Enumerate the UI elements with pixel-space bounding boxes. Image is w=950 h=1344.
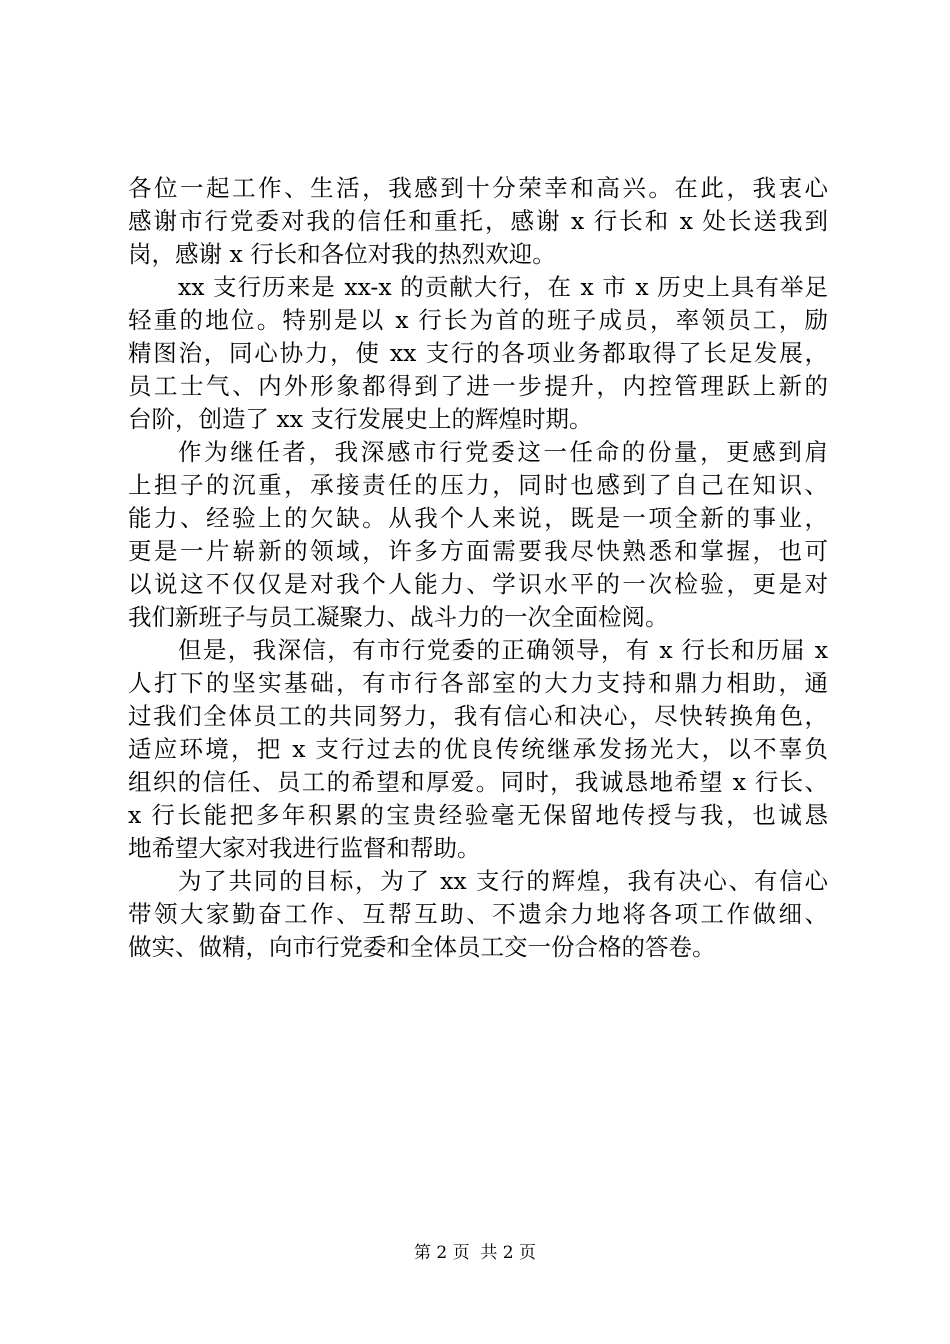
page-number-footer: 第 2 页 共 2 页 (413, 1243, 537, 1263)
text-line: 上担子的沉重，承接责任的压力，同时也感到了自己在知识、 (128, 471, 828, 499)
paragraph (128, 172, 828, 271)
text-line: 员工士气、内外形象都得到了进一步提升，内控管理跃上新的 (128, 372, 828, 400)
text-line: 地希望大家对我进行监督和帮助。 (128, 834, 481, 862)
text-line: 感谢市行党委对我的信任和重托，感谢 x 行长和 x 处长送我到 (128, 207, 828, 235)
text-line: 过我们全体员工的共同努力，我有信心和决心，尽快转换角色， (128, 702, 828, 730)
text-line: 带领大家勤奋工作、互帮互助、不遗余力地将各项工作做细、 (128, 900, 828, 928)
text-line: 人打下的坚实基础，有市行各部室的大力支持和鼎力相助，通 (128, 669, 828, 697)
paragraph (128, 634, 828, 865)
text-line: 以说这不仅仅是对我个人能力、学识水平的一次检验，更是对 (128, 570, 828, 598)
text-line: 轻重的地位。特别是以 x 行长为首的班子成员，率领员工，励 (128, 306, 828, 334)
text-line: 做实、做精，向市行党委和全体员工交一份合格的答卷。 (128, 933, 716, 961)
document-body (128, 172, 828, 964)
text-line: 岗，感谢 x 行长和各位对我的热烈欢迎。 (128, 240, 556, 268)
paragraph (128, 865, 828, 964)
text-line: 台阶，创造了 xx 支行发展史上的辉煌时期。 (128, 405, 593, 433)
text-line: x 行长能把多年积累的宝贵经验毫无保留地传授与我，也诚恳 (128, 801, 828, 829)
text-line: 作为继任者，我深感市行党委这一任命的份量，更感到肩 (178, 438, 828, 466)
text-line: 为了共同的目标，为了 xx 支行的辉煌，我有决心、有信心 (178, 867, 828, 895)
text-line: xx 支行历来是 xx-x 的贡献大行，在 x 市 x 历史上具有举足 (178, 273, 828, 301)
text-line: 适应环境，把 x 支行过去的优良传统继承发扬光大，以不辜负 (128, 735, 828, 763)
paragraph (128, 271, 828, 436)
text-line: 能力、经验上的欠缺。从我个人来说，既是一项全新的事业， (128, 504, 828, 532)
paragraph (128, 436, 828, 634)
text-line: 但是，我深信，有市行党委的正确领导，有 x 行长和历届 x (178, 636, 828, 664)
text-line: 各位一起工作、生活，我感到十分荣幸和高兴。在此，我衷心 (128, 174, 828, 202)
text-line: 组织的信任、员工的希望和厚爱。同时，我诚恳地希望 x 行长、 (128, 768, 828, 796)
text-line: 我们新班子与员工凝聚力、战斗力的一次全面检阅。 (128, 603, 669, 631)
text-line: 更是一片崭新的领域，许多方面需要我尽快熟悉和掌握，也可 (128, 537, 828, 565)
text-line: 精图治，同心协力，使 xx 支行的各项业务都取得了长足发展， (128, 339, 828, 367)
